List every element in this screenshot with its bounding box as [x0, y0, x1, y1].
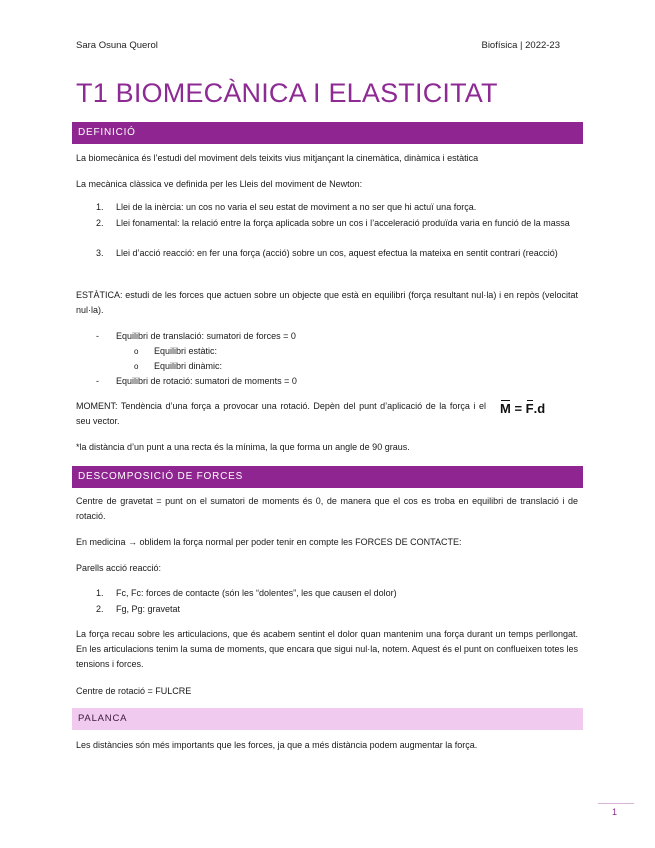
list-text: Llei fonamental: la relació entre la força aplicada sobre un cos i l’acceleració produïda varia en funció de la massa	[116, 218, 570, 228]
list-item-gravetat	[96, 602, 578, 617]
list-item-llei-2	[96, 216, 578, 246]
list-bullet: o	[134, 347, 139, 356]
section-heading-palanca: PALANCA	[72, 708, 583, 730]
page-number-rule	[598, 803, 634, 804]
paragraph-palanca: Les distàncies són més importants que les forces, ja que a més distància podem augmentar la força.	[76, 740, 478, 750]
list-text: Llei d’acció reacció: en fer una força (acció) sobre un cos, aquest efectua la mateixa en sentit contrari (reacció)	[116, 248, 558, 258]
list-number: 1.	[96, 588, 104, 598]
list-item-llei-3	[96, 246, 578, 276]
page-title: T1 BIOMECÀNICA I ELASTICITAT	[76, 78, 498, 108]
list-text: Fc, Fc: forces de contacte (són les “dolentes”, les que causen el dolor)	[116, 588, 397, 598]
paragraph-distancia-nota: *la distància d’un punt a una recta és la mínima, la que forma un angle de 90 graus.	[76, 442, 410, 452]
paragraph-centre-rotacio: Centre de rotació = FULCRE	[76, 686, 192, 696]
force-vector-symbol: F	[525, 401, 534, 416]
list-text: Equilibri de rotació: sumatori de moments = 0	[116, 376, 297, 386]
list-item-rotacio	[96, 374, 578, 389]
list-text: Equilibri dinàmic:	[154, 361, 223, 371]
list-number: 1.	[96, 202, 104, 212]
list-item-translacio	[96, 329, 578, 344]
list-text: Fg, Pg: gravetat	[116, 604, 181, 614]
moment-formula	[500, 401, 545, 416]
paragraph-moment: MOMENT: Tendència d’una força a provocar una rotació. Depèn del punt d’aplicació de la força i el seu vector.	[76, 401, 486, 426]
paragraph-centre-gravetat: Centre de gravetat = punt on el sumatori de moments és 0, de manera que el cos es troba en equilibri de translació i de rotació.	[76, 496, 578, 521]
moment-vector-symbol: M	[500, 401, 511, 416]
page-number: 1	[612, 807, 618, 817]
list-item-forces-contacte	[96, 586, 578, 601]
paragraph-biomecanica: La biomecànica és l’estudi del moviment dels teixits vius mitjançant la cinemàtica, dinàmica i estàtica	[76, 153, 479, 163]
list-number: 3.	[96, 248, 104, 258]
list-text: Equilibri de translació: sumatori de forces = 0	[116, 331, 296, 341]
paragraph-medicina: En medicina → oblidem la força normal per poder tenir en compte les FORCES DE CONTACTE:	[76, 537, 462, 547]
list-text: Llei de la inèrcia: un cos no varia el seu estat de moviment a no ser que hi actuï una força.	[116, 202, 477, 212]
paragraph-parells: Parells acció reacció:	[76, 563, 162, 573]
list-number: 2.	[96, 604, 104, 614]
list-dash: -	[96, 331, 99, 341]
list-dash: -	[96, 376, 99, 386]
formula-distance: .d	[533, 401, 546, 416]
formula-equals: =	[510, 401, 526, 416]
section-heading-descomposicio: DESCOMPOSICIÓ DE FORCES	[72, 466, 583, 488]
list-number: 2.	[96, 218, 104, 228]
list-bullet: o	[134, 362, 139, 371]
list-item-llei-1	[96, 200, 578, 215]
paragraph-estatica: ESTÀTICA: estudi de les forces que actuen sobre un objecte que està en equilibri (força resultant nul·la) i en repòs (velocitat nul·la).	[76, 290, 578, 315]
list-text: Equilibri estàtic:	[154, 346, 218, 356]
paragraph-articulacions: La força recau sobre les articulacions, que és acabem sentint el dolor quan mantenim una força durant un temps perllongat. En les articulacions tenim la suma de moments, que encara que sigui nul·la, notem. Aquest és el punt on conflueixen totes les tensions i forces.	[76, 629, 578, 669]
section-heading-definicio: DEFINICIÓ	[72, 122, 583, 144]
header-author: Sara Osuna Querol	[76, 40, 158, 51]
header-course: Biofísica | 2022-23	[481, 40, 560, 51]
paragraph-mecanica: La mecànica clàssica ve definida per les Lleis del moviment de Newton:	[76, 179, 363, 189]
